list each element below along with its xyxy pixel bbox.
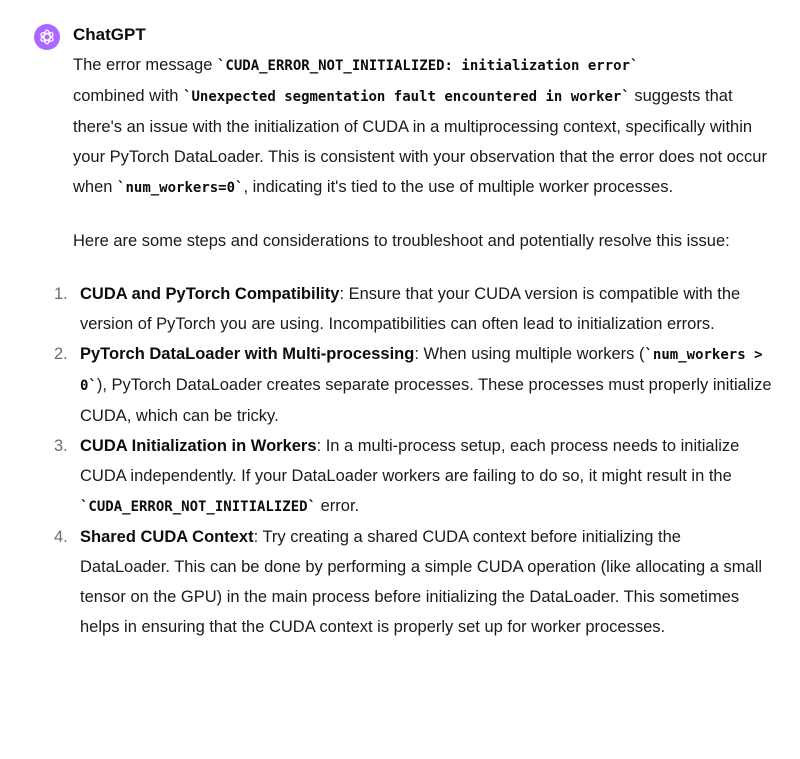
step-title: CUDA Initialization in Workers xyxy=(80,437,317,455)
step-text: : Try creating a shared CUDA context before initializing the DataLoader. This can be done by performing a simple CUDA operation (like allocating a small tensor on the GPU) in the main process before initializing the DataLoader. This sometimes helps in ensuring that the CUDA context is properly set up for worker processes. xyxy=(80,528,763,636)
list-number: 3. xyxy=(54,437,68,455)
list-item xyxy=(54,431,773,522)
list-item xyxy=(54,279,773,339)
avatar xyxy=(34,24,60,50)
inline-code: `CUDA_ERROR_NOT_INITIALIZED: initialization error` xyxy=(216,58,639,74)
assistant-message xyxy=(54,50,773,642)
list-item xyxy=(54,522,773,642)
step-text: : When using multiple workers ( xyxy=(414,345,645,363)
list-number: 1. xyxy=(54,285,68,303)
inline-code: `num_workers=0` xyxy=(117,180,244,196)
steps-list xyxy=(54,279,773,642)
step-text: : In a multi-process setup, each process needs to initialize CUDA independently. If your DataLoader workers are failing to do so, it might result in the xyxy=(80,437,740,485)
intro-paragraph: The error message `CUDA_ERROR_NOT_INITIALIZED: initialization error` combined with `Unexpected segmentation fault encountered in worker` suggests that there's an issue with the initialization of CUDA in a multiprocessing context, specifically within your PyTorch DataLoader. This is consistent with your observation that the error does not occur when `num_workers=0`, indicating it's tied to the use of multiple worker processes. xyxy=(73,56,767,196)
openai-logo-icon xyxy=(38,28,56,46)
step-text: : Ensure that your CUDA version is compatible with the version of PyTorch you are using. Incompatibilities can often lead to initialization errors. xyxy=(80,285,741,333)
list-number: 2. xyxy=(54,345,68,363)
step-title: PyTorch DataLoader with Multi-processing xyxy=(80,345,415,363)
step-title: CUDA and PyTorch Compatibility xyxy=(80,285,340,303)
list-number: 4. xyxy=(54,528,68,546)
step-title: Shared CUDA Context xyxy=(80,528,254,546)
author-name: ChatGPT xyxy=(73,25,146,44)
inline-code: `Unexpected segmentation fault encountered in worker` xyxy=(183,89,630,105)
inline-code: `CUDA_ERROR_NOT_INITIALIZED` xyxy=(80,499,317,515)
intro-paragraph-2: Here are some steps and considerations to troubleshoot and potentially resolve this issue: xyxy=(73,232,730,250)
list-item xyxy=(54,339,773,431)
step-text: error. xyxy=(316,497,360,515)
inline-code: `num_workers > 0` xyxy=(80,347,763,394)
step-text: ), PyTorch DataLoader creates separate processes. These processes must properly initialize CUDA, which can be tricky. xyxy=(80,376,772,425)
